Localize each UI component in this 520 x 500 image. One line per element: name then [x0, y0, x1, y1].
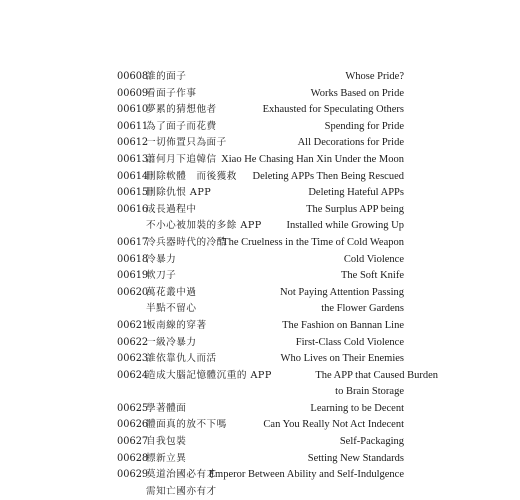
entry-number: 00621 — [117, 319, 149, 331]
entry-title-chinese: 冷暴力 — [146, 253, 177, 265]
entry-title-chinese: 誰的面子 — [146, 71, 187, 82]
entry-number: 00619 — [117, 270, 149, 282]
entry-number: 00629 — [117, 469, 149, 481]
entry-number: 00627 — [117, 436, 149, 448]
entry-title-english: The Soft Knife — [341, 270, 404, 282]
entry-title-english: Setting New Standards — [307, 452, 404, 464]
entry-title-english: Emperor Between Ability and Self-Indulgence — [208, 469, 404, 481]
toc-entry — [0, 202, 520, 219]
toc-entry — [0, 384, 520, 401]
entry-title-english: First-Class Cold Violence — [295, 336, 404, 348]
entry-number: 00613 — [117, 153, 149, 165]
toc-entry — [0, 102, 520, 119]
entry-number: 00611 — [117, 120, 149, 132]
toc-entry — [0, 285, 520, 302]
entry-title-english: Deleting Hateful APPs — [308, 187, 404, 199]
entry-title-english: Learning to be Decent — [310, 402, 404, 414]
entry-title-english: Cold Violence — [343, 253, 404, 265]
toc-entry — [0, 135, 520, 152]
entry-title-english: The Cruelness in the Time of Cold Weapon — [222, 236, 404, 248]
entry-title-chinese: 成長過程中 — [146, 203, 197, 215]
toc-entry — [0, 318, 520, 335]
toc-entry — [0, 434, 520, 451]
entry-title-english: The Fashion on Bannan Line — [282, 319, 404, 331]
entry-title-chinese: 萬花叢中過 — [146, 286, 197, 298]
entry-title-english: Exhausted for Speculating Others — [262, 104, 404, 116]
entry-title-english: Installed while Growing Up — [286, 220, 404, 232]
toc-entry — [0, 335, 520, 352]
entry-title-chinese: 一級冷暴力 — [146, 336, 197, 348]
entry-title-chinese: 莫道治國必有才 — [146, 469, 217, 481]
toc-entry — [0, 235, 520, 252]
entry-title-english: Xiao He Chasing Han Xin Under the Moon — [221, 153, 404, 165]
entry-title-chinese: 不小心被加裝的多餘 APP — [146, 220, 262, 232]
entry-title-chinese: 板南線的穿著 — [146, 319, 207, 331]
entry-title-chinese: 體面真的放不下嗎 — [146, 419, 227, 431]
entry-number: 00628 — [117, 452, 149, 464]
entry-number: 00614 — [117, 170, 149, 182]
entry-title-english: the Flower Gardens — [321, 303, 404, 315]
entry-title-chinese: 冷兵器時代的冷酷 — [146, 236, 227, 248]
entry-title-english: The APP that Caused Burden — [315, 369, 438, 381]
entry-title-chinese: 夢累的猜想他者 — [146, 104, 217, 116]
entry-title-chinese: 為了面子而花費 — [146, 120, 217, 132]
entry-title-english: Deleting APPs Then Being Rescued — [252, 170, 404, 182]
entry-title-english: Who Lives on Their Enemies — [280, 353, 404, 365]
toc-entry — [0, 368, 520, 385]
entry-title-english: Not Paying Attention Passing — [280, 286, 404, 298]
entry-number: 00615 — [117, 187, 149, 199]
entry-title-chinese: 誰依靠仇人而活 — [146, 353, 217, 365]
entry-title-chinese: 刪除仇恨 APP — [146, 187, 212, 199]
entry-title-chinese: 半點不留心 — [146, 303, 197, 315]
entry-title-chinese: 軟刀子 — [146, 270, 177, 282]
toc-entry — [0, 119, 520, 136]
toc-entry — [0, 169, 520, 186]
toc-entry — [0, 86, 520, 103]
toc-entry — [0, 451, 520, 468]
entry-title-chinese: 學著體面 — [146, 402, 187, 414]
entry-number: 00609 — [117, 87, 149, 99]
entry-title-chinese: 標新立異 — [146, 452, 187, 464]
entry-number: 00625 — [117, 402, 149, 414]
entry-title-chinese: 一切佈置只為面子 — [146, 137, 227, 149]
toc-entry — [0, 69, 520, 86]
entry-number: 00608 — [117, 71, 149, 82]
toc-entry — [0, 417, 520, 434]
entry-title-chinese: 刪除軟體 而後獲救 — [146, 170, 237, 182]
table-of-contents — [0, 69, 520, 500]
toc-entry — [0, 152, 520, 169]
toc-entry — [0, 185, 520, 202]
entry-number: 00626 — [117, 419, 149, 431]
toc-entry — [0, 301, 520, 318]
entry-number: 00616 — [117, 203, 149, 215]
entry-number: 00610 — [117, 104, 149, 116]
toc-entry — [0, 252, 520, 269]
entry-title-chinese: 自我包裝 — [146, 436, 187, 448]
entry-title-chinese: 造成大腦記憶體沉重的 APP — [146, 369, 272, 381]
entry-title-english: All Decorations for Pride — [297, 137, 404, 149]
entry-number: 00612 — [117, 137, 149, 149]
entry-number: 00622 — [117, 336, 149, 348]
entry-title-english: Works Based on Pride — [310, 87, 404, 99]
entry-title-english: Can You Really Not Act Indecent — [263, 419, 404, 431]
toc-entry — [0, 218, 520, 235]
toc-entry — [0, 484, 520, 500]
entry-title-english: The Surplus APP being — [306, 203, 404, 215]
entry-title-english: to Brain Storage — [335, 386, 404, 398]
entry-title-english: Self-Packaging — [339, 436, 404, 448]
entry-number: 00624 — [117, 369, 149, 381]
entry-number: 00617 — [117, 236, 149, 248]
entry-title-chinese: 蕭何月下追韓信 — [146, 153, 217, 165]
toc-entry — [0, 467, 520, 484]
entry-number: 00623 — [117, 353, 149, 365]
entry-number: 00618 — [117, 253, 149, 265]
entry-title-english: Spending for Pride — [324, 120, 404, 132]
toc-entry — [0, 351, 520, 368]
toc-entry — [0, 268, 520, 285]
entry-title-chinese: 需知亡國亦有才 — [146, 485, 217, 497]
entry-title-english: Whose Pride? — [345, 71, 404, 82]
entry-title-chinese: 看面子作事 — [146, 87, 197, 99]
toc-entry — [0, 401, 520, 418]
entry-number: 00620 — [117, 286, 149, 298]
